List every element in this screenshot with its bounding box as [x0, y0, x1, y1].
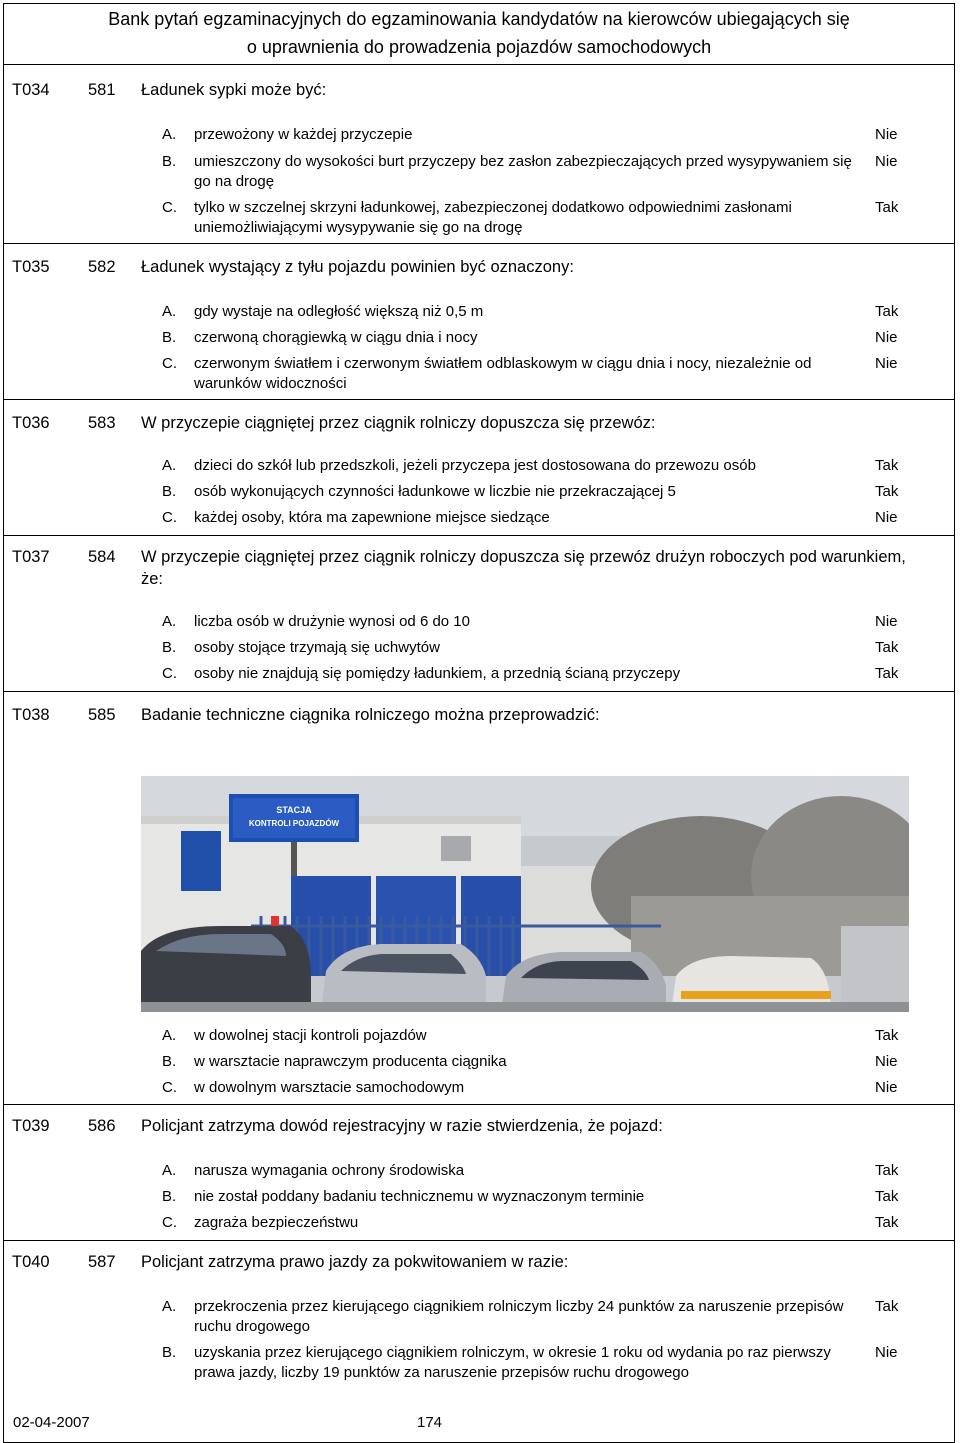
question-header — [4, 79, 954, 103]
question-number: 585 — [88, 706, 116, 724]
answer-letter: B. — [162, 1188, 177, 1205]
footer-date: 02-04-2007 — [13, 1414, 90, 1431]
inspection-station-photo — [141, 776, 909, 1012]
answer-letter: C. — [162, 509, 177, 526]
question-block — [4, 692, 954, 1105]
answer-text: osób wykonujących czynności ładunkowe w liczbie nie przekraczającej 5 — [194, 483, 676, 500]
answer-verdict: Nie — [875, 509, 898, 526]
question-number: 587 — [88, 1253, 116, 1271]
photo-sign-line-2: KONTROLI POJAZDÓW — [248, 819, 340, 828]
header-line-1: Bank pytań egzaminacyjnych do egzaminowania kandydatów na kierowców ubiegających się — [108, 9, 850, 29]
answer-text: przewożony w każdej przyczepie — [194, 126, 413, 143]
answer-verdict: Nie — [875, 329, 898, 346]
question-id: T036 — [12, 414, 50, 432]
question-block — [4, 400, 954, 536]
page-number: 174 — [417, 1414, 443, 1431]
answer-text: nie został poddany badaniu technicznemu w wyznaczonym terminie — [194, 1188, 645, 1205]
answer-text: narusza wymagania ochrony środowiska — [194, 1162, 465, 1179]
answer-text: każdej osoby, która ma zapewnione miejsce siedzące — [194, 509, 550, 526]
answer-verdict: Tak — [875, 1214, 899, 1231]
question-number: 581 — [88, 81, 116, 99]
answer-letter: B. — [162, 639, 177, 656]
question-number: 584 — [88, 548, 116, 566]
answer-verdict: Tak — [875, 1188, 899, 1205]
answer-letter: B. — [162, 1344, 177, 1361]
answer-verdict: Nie — [875, 1079, 898, 1096]
answer-verdict: Nie — [875, 153, 898, 170]
photo-illustration — [141, 776, 909, 1012]
question-header — [4, 412, 954, 436]
answer-text: zagraża bezpieczeństwu — [194, 1214, 359, 1231]
answer-letter: B. — [162, 329, 177, 346]
answer-letter: B. — [162, 1053, 177, 1070]
question-id: T039 — [12, 1117, 50, 1135]
answer-text: w dowolnej stacji kontroli pojazdów — [194, 1027, 427, 1044]
question-header — [4, 704, 954, 728]
document-header — [4, 4, 954, 65]
question-number: 586 — [88, 1117, 116, 1135]
answer-letter: C. — [162, 199, 177, 216]
answer-verdict: Tak — [875, 1298, 899, 1315]
answer-verdict: Tak — [875, 303, 899, 320]
question-header — [4, 1251, 954, 1275]
answer-verdict: Tak — [875, 1027, 899, 1044]
answer-text: dzieci do szkół lub przedszkoli, jeżeli przyczepa jest dostosowana do przewozu osób — [194, 457, 756, 474]
question-text: Policjant zatrzyma prawo jazdy za pokwitowaniem w razie: — [141, 1253, 569, 1271]
answer-verdict: Nie — [875, 126, 898, 143]
answer-text: przekroczenia przez kierującego ciągnikiem rolniczym liczby 24 punktów za naruszenie przepisów ruchu drogowego — [194, 1298, 844, 1335]
question-text: W przyczepie ciągniętej przez ciągnik rolniczy dopuszcza się przewóz: — [141, 414, 656, 432]
question-number: 582 — [88, 258, 116, 276]
answer-letter: A. — [162, 613, 177, 630]
answer-verdict: Nie — [875, 613, 898, 630]
question-id: T040 — [12, 1253, 50, 1271]
question-id: T038 — [12, 706, 50, 724]
answer-letter: A. — [162, 303, 177, 320]
question-block — [4, 1105, 954, 1241]
question-text: Ładunek wystający z tyłu pojazdu powinien być oznaczony: — [141, 258, 574, 276]
question-text: Badanie techniczne ciągnika rolniczego można przeprowadzić: — [141, 706, 600, 724]
question-id: T037 — [12, 548, 50, 566]
question-block — [4, 1241, 954, 1413]
answer-verdict: Tak — [875, 483, 899, 500]
answer-text: w dowolnym warsztacie samochodowym — [194, 1079, 465, 1096]
answer-letter: C. — [162, 1214, 177, 1231]
answer-text: tylko w szczelnej skrzyni ładunkowej, zabezpieczonej dodatkowo odpowiednimi zasłonami uniemożliwiającymi wysypywanie się go na drogę — [194, 199, 792, 236]
header-line-2: o uprawnienia do prowadzenia pojazdów samochodowych — [246, 37, 712, 57]
answer-text: osoby nie znajdują się pomiędzy ładunkiem, a przednią ścianą przyczepy — [194, 665, 681, 682]
answer-text: uzyskania przez kierującego ciągnikiem rolniczym, w okresie 1 roku od wydania po raz pierwszy prawa jazdy, liczby 19 punktów za naruszenie przepisów ruchu drogowego — [194, 1344, 831, 1381]
answer-verdict: Nie — [875, 1053, 898, 1070]
question-header — [4, 1115, 954, 1139]
question-text: Policjant zatrzyma dowód rejestracyjny w razie stwierdzenia, że pojazd: — [141, 1117, 663, 1135]
question-id: T034 — [12, 81, 50, 99]
photo-sign-line-1: STACJA — [276, 805, 312, 815]
question-id: T035 — [12, 258, 50, 276]
answer-text: czerwonym światłem i czerwonym światłem odblaskowym w ciągu dnia i nocy, niezależnie od warunków widoczności — [194, 355, 812, 392]
answer-text: umieszczony do wysokości burt przyczepy bez zasłon zabezpieczających przed wysypywaniem się go na drogę — [194, 153, 852, 190]
question-header — [4, 546, 954, 592]
question-block — [4, 244, 954, 400]
answer-letter: A. — [162, 126, 177, 143]
answer-text: liczba osób w drużynie wynosi od 6 do 10 — [194, 613, 470, 630]
answer-verdict: Tak — [875, 665, 899, 682]
answer-text: w warsztacie naprawczym producenta ciągnika — [194, 1053, 507, 1070]
answer-text: gdy wystaje na odległość większą niż 0,5 m — [194, 303, 484, 320]
answer-verdict: Tak — [875, 1162, 899, 1179]
question-text: W przyczepie ciągniętej przez ciągnik rolniczy dopuszcza się przewóz drużyn roboczych pod warunkiem, że: — [141, 548, 906, 588]
question-block — [4, 536, 954, 692]
answer-text: osoby stojące trzymają się uchwytów — [194, 639, 440, 656]
answer-letter: C. — [162, 665, 177, 682]
answer-text: czerwoną chorągiewką w ciągu dnia i nocy — [194, 329, 478, 346]
question-header — [4, 256, 954, 280]
answer-letter: B. — [162, 153, 177, 170]
question-number: 583 — [88, 414, 116, 432]
answer-letter: A. — [162, 1162, 177, 1179]
answer-letter: C. — [162, 1079, 177, 1096]
answer-verdict: Tak — [875, 199, 899, 216]
answer-letter: B. — [162, 483, 177, 500]
answer-verdict: Nie — [875, 355, 898, 372]
answer-letter: A. — [162, 1298, 177, 1315]
answer-letter: A. — [162, 1027, 177, 1044]
question-block — [4, 65, 954, 244]
answer-letter: A. — [162, 457, 177, 474]
answer-letter: C. — [162, 355, 177, 372]
answer-verdict: Tak — [875, 457, 899, 474]
question-text: Ładunek sypki może być: — [141, 81, 327, 99]
answer-verdict: Nie — [875, 1344, 898, 1361]
answer-verdict: Tak — [875, 639, 899, 656]
